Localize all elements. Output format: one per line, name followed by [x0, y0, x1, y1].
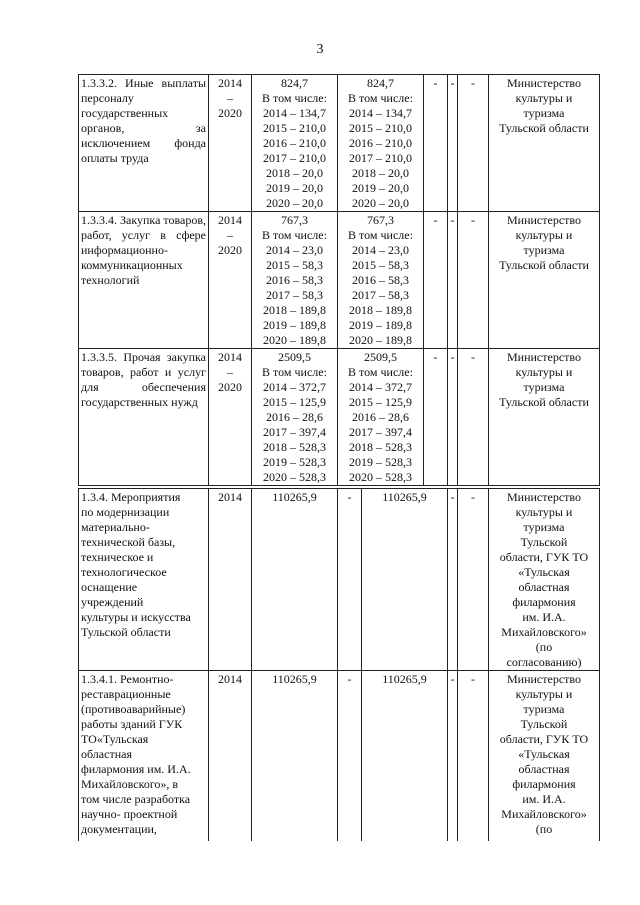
funding-dash: -	[458, 671, 489, 841]
responsible-org: Министерство культуры и туризма Тульской области	[489, 349, 600, 486]
funding-dash: -	[448, 489, 458, 671]
activity-name: 1.3.4. Мероприятия по модернизации материально- технической базы, техническое и технологическое оснащение учреждений культуры и искусства Тульской области	[79, 489, 209, 671]
regional-budget-cell: 110265,9	[362, 489, 448, 671]
funding-dash: -	[448, 671, 458, 841]
activity-name: 1.3.4.1. Ремонтно- реставрационные (противоаварийные) работы зданий ГУК ТО«Тульская областная филармония им. И.А. Михайловского», в том числе разработка научно- проектной документации,	[79, 671, 209, 841]
plan-table-upper	[78, 74, 600, 486]
funding-dash: -	[448, 349, 458, 486]
responsible-org: Министерство культуры и туризма Тульской области, ГУК ТО «Тульская областная филармония им. И.А. Михайловского» (по согласованию)	[489, 489, 600, 671]
plan-table-lower	[78, 488, 600, 841]
funding-dash: -	[458, 212, 489, 349]
total-amount-cell: 824,7 В том числе: 2014 – 134,7 2015 – 210,0 2016 – 210,0 2017 – 210,0 2018 – 20,0 2019 – 20,0 2020 – 20,0	[252, 75, 338, 212]
total-amount-cell: 2509,5 В том числе: 2014 – 372,7 2015 – 125,9 2016 – 28,6 2017 – 397,4 2018 – 528,3 2019 – 528,3 2020 – 528,3	[252, 349, 338, 486]
funding-dash: -	[448, 75, 458, 212]
table-row	[79, 489, 600, 671]
regional-budget-cell: 767,3 В том числе: 2014 – 23,0 2015 – 58,3 2016 – 58,3 2017 – 58,3 2018 – 189,8 2019 – 189,8 2020 – 189,8	[338, 212, 424, 349]
regional-budget-cell: 824,7 В том числе: 2014 – 134,7 2015 – 210,0 2016 – 210,0 2017 – 210,0 2018 – 20,0 2019 – 20,0 2020 – 20,0	[338, 75, 424, 212]
funding-dash: -	[424, 349, 448, 486]
page-number: 3	[316, 42, 324, 57]
regional-budget-cell: 2509,5 В том числе: 2014 – 372,7 2015 – 125,9 2016 – 28,6 2017 – 397,4 2018 – 528,3 2019 – 528,3 2020 – 528,3	[338, 349, 424, 486]
funding-dash: -	[424, 212, 448, 349]
total-amount-cell: 110265,9	[252, 671, 338, 841]
activity-name: 1.3.3.5. Прочая закупка товаров, работ и услуг для обеспечения государственных нужд	[79, 349, 209, 486]
responsible-org: Министерство культуры и туризма Тульской области	[489, 75, 600, 212]
funding-dash: -	[458, 489, 489, 671]
total-amount-cell: 767,3 В том числе: 2014 – 23,0 2015 – 58,3 2016 – 58,3 2017 – 58,3 2018 – 189,8 2019 – 189,8 2020 – 189,8	[252, 212, 338, 349]
table-row	[79, 75, 600, 212]
table-row	[79, 671, 600, 841]
funding-dash: -	[424, 75, 448, 212]
funding-dash: -	[458, 75, 489, 212]
activity-name: 1.3.3.2. Иные выплаты персоналу государственных органов, за исключением фонда оплаты труда	[79, 75, 209, 212]
table-row	[79, 349, 600, 486]
total-amount-cell: 110265,9	[252, 489, 338, 671]
responsible-org: Министерство культуры и туризма Тульской области, ГУК ТО «Тульская областная филармония им. И.А. Михайловского» (по	[489, 671, 600, 841]
responsible-org: Министерство культуры и туризма Тульской области	[489, 212, 600, 349]
regional-budget-cell: 110265,9	[362, 671, 448, 841]
funding-dash: -	[448, 212, 458, 349]
funding-dash: -	[338, 489, 362, 671]
table-row	[79, 212, 600, 349]
period-cell: 2014 – 2020	[209, 212, 252, 349]
period-cell: 2014 – 2020	[209, 75, 252, 212]
funding-dash: -	[338, 671, 362, 841]
period-cell: 2014 – 2020	[209, 349, 252, 486]
period-cell: 2014	[209, 489, 252, 671]
period-cell: 2014	[209, 671, 252, 841]
funding-dash: -	[458, 349, 489, 486]
activity-name: 1.3.3.4. Закупка товаров, работ, услуг в сфере информационно-коммуникационных технологий	[79, 212, 209, 349]
